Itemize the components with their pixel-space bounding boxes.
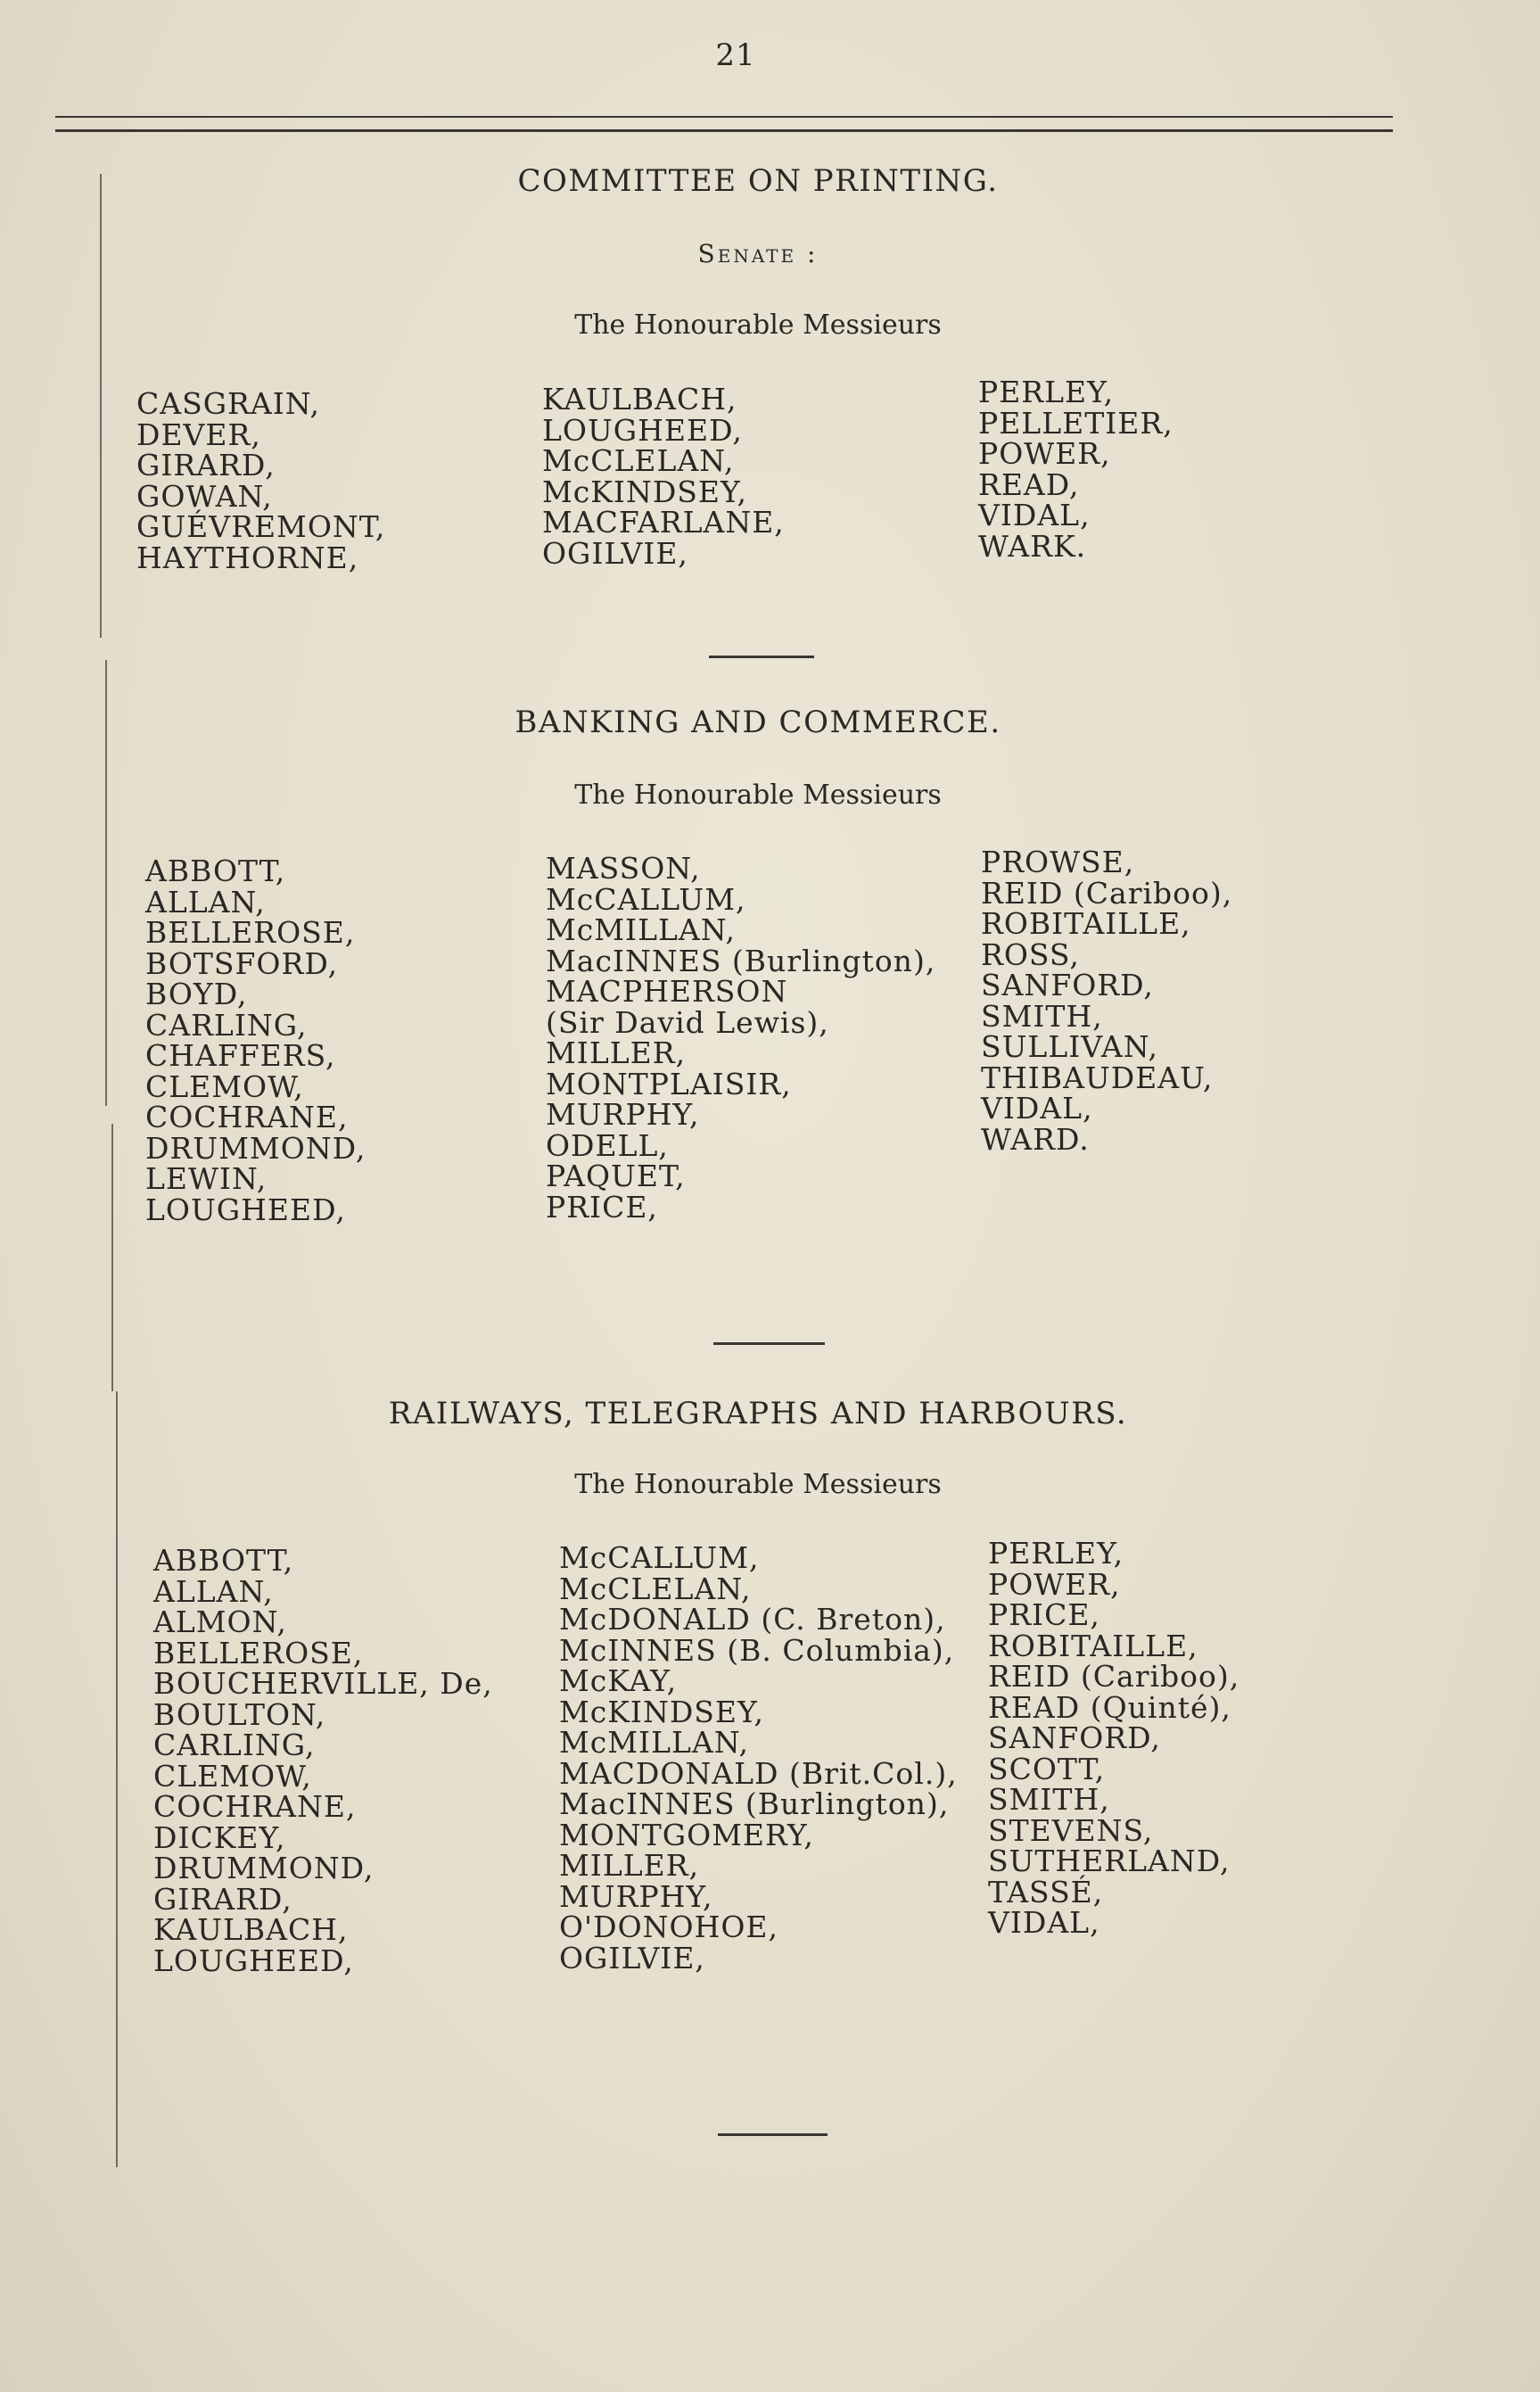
name-column-2 xyxy=(546,851,936,1225)
member-name: PERLEY, xyxy=(978,375,1115,409)
member-name: PRICE, xyxy=(546,1189,658,1225)
member-name: MacINNES (Burlington), xyxy=(546,943,936,978)
member-name: PERLEY, xyxy=(988,1536,1124,1571)
page-number: 21 xyxy=(715,37,756,73)
member-name: CLEMOW, xyxy=(145,1068,304,1104)
member-name: McKINDSEY, xyxy=(542,474,748,509)
member-name: MONTGOMERY, xyxy=(559,1817,814,1852)
member-name: CARLING, xyxy=(153,1728,316,1762)
member-name: SANFORD, xyxy=(981,968,1154,1002)
member-name: SCOTT, xyxy=(988,1751,1106,1786)
member-name: MASSON, xyxy=(546,851,701,886)
member-name: MILLER, xyxy=(559,1848,700,1883)
member-name: MILLER, xyxy=(546,1035,687,1070)
name-column-1 xyxy=(136,386,386,575)
header-rule-double xyxy=(55,129,1393,132)
member-name: MURPHY, xyxy=(559,1878,713,1914)
member-name: READ, xyxy=(978,466,1080,502)
member-name: PELLETIER, xyxy=(978,405,1174,441)
member-name: MURPHY, xyxy=(546,1097,700,1132)
name-column-1 xyxy=(145,856,366,1225)
member-name: ROBITAILLE, xyxy=(988,1628,1198,1663)
member-name: CARLING, xyxy=(145,1007,308,1043)
margin-line xyxy=(116,1391,118,2167)
member-name: LOUGHEED, xyxy=(145,1192,346,1227)
member-name: PROWSE, xyxy=(981,845,1135,879)
member-name: CHAFFERS, xyxy=(145,1038,336,1073)
member-name: ALMON, xyxy=(153,1604,287,1639)
member-name: McINNES (B. Columbia), xyxy=(559,1632,955,1668)
member-name: SMITH, xyxy=(988,1782,1110,1817)
member-name: ROBITAILLE, xyxy=(981,906,1191,941)
member-name: SULLIVAN, xyxy=(981,1029,1158,1064)
member-name: BELLEROSE, xyxy=(145,915,356,950)
member-name: DEVER, xyxy=(136,417,261,452)
member-name: McDONALD (C. Breton), xyxy=(559,1602,946,1637)
member-name: ABBOTT, xyxy=(145,854,286,888)
member-name: MONTPLAISIR, xyxy=(546,1066,792,1101)
member-name: ROSS, xyxy=(981,936,1080,972)
member-name: GIRARD, xyxy=(136,448,276,483)
name-column-3 xyxy=(978,377,1174,562)
member-name: ALLAN, xyxy=(153,1573,274,1609)
name-column-1 xyxy=(153,1543,493,1978)
member-name: DRUMMOND, xyxy=(145,1130,366,1166)
member-name: READ (Quinté), xyxy=(988,1689,1231,1725)
member-name: BOTSFORD, xyxy=(145,945,339,981)
member-name: BELLEROSE, xyxy=(153,1635,364,1670)
member-name: MACDONALD (Brit.Col.), xyxy=(559,1755,958,1791)
member-name: OGILVIE, xyxy=(559,1940,705,1975)
name-column-2 xyxy=(559,1540,958,1975)
name-column-2 xyxy=(542,384,785,569)
member-name: LEWIN, xyxy=(145,1161,268,1196)
member-name: MACPHERSON xyxy=(546,974,788,1009)
section-divider xyxy=(713,1342,825,1345)
member-name: POWER, xyxy=(988,1566,1121,1602)
member-name: DICKEY, xyxy=(153,1819,286,1855)
member-name: SANFORD, xyxy=(988,1720,1161,1755)
member-name: O'DONOHOE, xyxy=(559,1909,778,1944)
member-name: COCHRANE, xyxy=(145,1100,349,1134)
member-name: BOUCHERVILLE, De, xyxy=(153,1666,493,1701)
member-name: REID (Cariboo), xyxy=(988,1659,1240,1694)
member-name: McMILLAN, xyxy=(546,912,737,947)
member-name: CASGRAIN, xyxy=(136,386,321,421)
member-name: KAULBACH, xyxy=(153,1912,349,1947)
member-name: McCLELAN, xyxy=(559,1571,752,1606)
member-name: HAYTHORNE, xyxy=(136,540,359,575)
member-name: LOUGHEED, xyxy=(542,412,743,448)
member-name: GOWAN, xyxy=(136,478,273,514)
member-name: ODELL, xyxy=(546,1127,669,1163)
member-name: VIDAL, xyxy=(981,1091,1093,1126)
member-name: POWER, xyxy=(978,436,1111,471)
member-name: ALLAN, xyxy=(145,884,266,920)
member-name: SMITH, xyxy=(981,998,1103,1034)
member-name: LOUGHEED, xyxy=(153,1942,354,1978)
section-subhead: Senate : xyxy=(697,239,819,268)
member-name: McCALLUM, xyxy=(559,1540,760,1575)
section-divider xyxy=(709,656,814,658)
member-name: GUÉVREMONT, xyxy=(136,509,386,544)
member-name: WARD. xyxy=(981,1121,1090,1157)
member-name: GIRARD, xyxy=(153,1881,292,1917)
member-name: STEVENS, xyxy=(988,1812,1154,1848)
member-name: TASSÉ, xyxy=(988,1874,1104,1909)
member-name: WARK. xyxy=(978,528,1087,564)
member-name: McMILLAN, xyxy=(559,1725,750,1760)
section-divider xyxy=(718,2133,828,2136)
honourable-heading: The Honourable Messieurs xyxy=(574,309,942,341)
member-name: PRICE, xyxy=(988,1597,1100,1632)
member-name: BOYD, xyxy=(145,977,248,1011)
section-title: COMMITTEE ON PRINTING. xyxy=(517,163,999,199)
member-name: COCHRANE, xyxy=(153,1789,357,1824)
member-name: McKINDSEY, xyxy=(559,1694,765,1729)
member-name: VIDAL, xyxy=(988,1905,1100,1940)
member-name: THIBAUDEAU, xyxy=(981,1060,1214,1095)
honourable-heading: The Honourable Messieurs xyxy=(574,1469,942,1500)
member-name: ABBOTT, xyxy=(153,1543,294,1578)
member-name: McCALLUM, xyxy=(546,881,746,917)
honourable-heading: The Honourable Messieurs xyxy=(574,779,942,811)
member-name: OGILVIE, xyxy=(542,535,688,571)
member-name: DRUMMOND, xyxy=(153,1851,375,1885)
member-name: (Sir David Lewis), xyxy=(546,1004,829,1040)
member-name: KAULBACH, xyxy=(542,382,737,417)
name-column-3 xyxy=(988,1538,1239,1939)
member-name: MACFARLANE, xyxy=(542,505,785,540)
name-column-3 xyxy=(981,847,1232,1155)
member-name: McKAY, xyxy=(559,1663,678,1698)
member-name: MacINNES (Burlington), xyxy=(559,1786,950,1821)
member-name: PAQUET, xyxy=(546,1159,686,1193)
section-title: RAILWAYS, TELEGRAPHS AND HARBOURS. xyxy=(388,1396,1128,1431)
header-rule xyxy=(55,116,1393,118)
member-name: SUTHERLAND, xyxy=(988,1843,1231,1878)
member-name: REID (Cariboo), xyxy=(981,875,1233,911)
member-name: VIDAL, xyxy=(978,498,1091,532)
member-name: BOULTON, xyxy=(153,1696,326,1732)
section-title: BANKING AND COMMERCE. xyxy=(515,705,1001,740)
member-name: McCLELAN, xyxy=(542,443,735,478)
member-name: CLEMOW, xyxy=(153,1758,312,1794)
margin-line xyxy=(111,1124,113,1391)
